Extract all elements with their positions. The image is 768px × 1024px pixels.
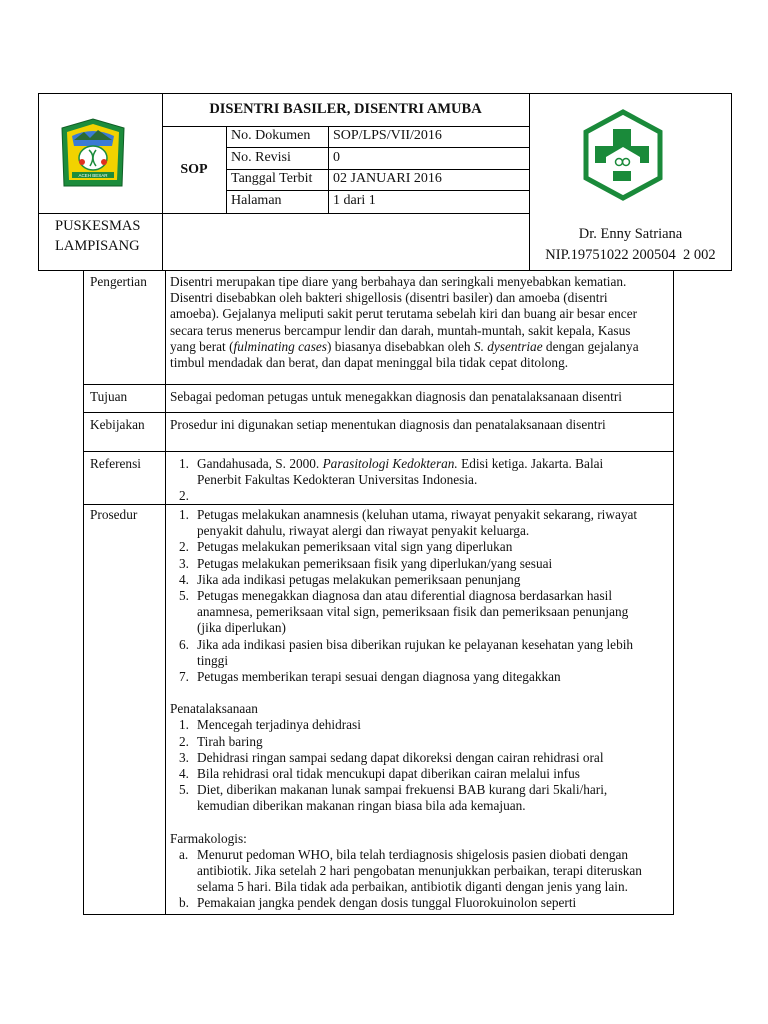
kebijakan-label: Kebijakan bbox=[90, 417, 145, 432]
puskesmas-cross-icon bbox=[580, 109, 666, 201]
tujuan-text: Sebagai pedoman petugas untuk menegakkan diagnosis dan penatalaksanaan disentri bbox=[170, 389, 622, 404]
page-value: 1 dari 1 bbox=[333, 193, 376, 208]
kebijakan-text: Prosedur ini digunakan setiap menentukan diagnosis dan penatalaksanaan disentri bbox=[170, 417, 606, 432]
list-item: 6. Jika ada indikasi pasien bisa diberikan rujukan ke pelayanan kesehatan yang lebih tinggi bbox=[179, 636, 634, 668]
pengertian-label: Pengertian bbox=[90, 274, 147, 289]
list-item: 5. Petugas menegakkan diagnosa dan atau diferential diagnosa berdasarkan hasil anamnesa, pemeriksaan vital sign, pemeriksaan fisik dan pemeriksaan penunjang (jika diperlukan) bbox=[179, 588, 629, 636]
org-name-line1: PUSKESMAS bbox=[55, 218, 141, 234]
list-item: 5. Diet, diberikan makanan lunak sampai frekuensi BAB kurang dari 5kali/hari, kemudian diberikan makanan ringan biasa bila ada kemajuan. bbox=[179, 782, 608, 814]
list-item: 1. Petugas melakukan anamnesis (keluhan utama, riwayat penyakit sekarang, riwayat penyakit dahulu, riwayat alergi dan riwayat penyakit keluarga. bbox=[179, 507, 638, 539]
list-item: a. Menurut pedoman WHO, bila telah terdiagnosis shigelosis pasien diobati dengan antibiotik. Jika setelah 2 hari pengobatan menunjukkan perbaikan, terapi diteruskan selama 5 hari. Bila tidak ada perbaikan, antibiotik diganti dengan jenis yang lain. bbox=[179, 846, 642, 895]
svg-text:ACEH BESAR: ACEH BESAR bbox=[78, 173, 108, 178]
header-divider-right bbox=[529, 93, 530, 271]
list-item: 4. Jika ada indikasi petugas melakukan pemeriksaan penunjang bbox=[179, 571, 521, 587]
prosedur-steps bbox=[170, 507, 668, 685]
revision-label: No. Revisi bbox=[231, 150, 291, 165]
doc-number-value: SOP/LPS/VII/2016 bbox=[333, 128, 442, 143]
page-label: Halaman bbox=[231, 193, 282, 208]
org-name-line2: LAMPISANG bbox=[55, 238, 140, 254]
tujuan-label: Tujuan bbox=[90, 389, 128, 404]
penatalaksanaan-title: Penatalaksanaan bbox=[170, 701, 258, 717]
list-item: 1. Gandahusada, S. 2000. Parasitologi Kedokteran. Edisi ketiga. Jakarta. Balai Penerbit Fakultas Kedokteran Universitas Indonesia. bbox=[179, 456, 604, 488]
list-item: 2. Tirah baring bbox=[179, 733, 263, 749]
referensi-list bbox=[170, 456, 670, 505]
header-bottom-rule bbox=[38, 213, 529, 214]
list-item: 1. Mencegah terjadinya dehidrasi bbox=[179, 717, 361, 733]
header-title-rule bbox=[162, 126, 529, 127]
document-title: DISENTRI BASILER, DISENTRI AMUBA bbox=[209, 101, 482, 117]
list-item: 3. Dehidrasi ringan sampai sedang dapat dikoreksi dengan cairan rehidrasi oral bbox=[179, 749, 604, 765]
list-item: 2. bbox=[179, 488, 189, 504]
header-row-rule bbox=[226, 190, 529, 191]
issue-date-label: Tanggal Terbit bbox=[231, 171, 313, 186]
issue-date-value: 02 JANUARI 2016 bbox=[333, 171, 442, 186]
list-item: 4. Bila rehidrasi oral tidak mencukupi dapat diberikan cairan melalui infus bbox=[179, 766, 580, 782]
farmakologis-list bbox=[170, 847, 668, 912]
doc-number-label: No. Dokumen bbox=[231, 128, 311, 143]
sop-label: SOP bbox=[180, 162, 208, 177]
header-row-rule bbox=[226, 147, 529, 148]
farmakologis-title: Farmakologis: bbox=[170, 830, 247, 846]
header-divider-left bbox=[162, 93, 163, 271]
signer-nip: NIP.19751022 200504 2 002 bbox=[545, 247, 716, 263]
referensi-label: Referensi bbox=[90, 456, 141, 471]
section-rule bbox=[83, 412, 674, 413]
list-item: 7. Petugas memberikan terapi sesuai dengan diagnosa yang ditegakkan bbox=[179, 669, 561, 685]
list-item: 2. Petugas melakukan pemeriksaan vital sign yang diperlukan bbox=[179, 539, 513, 555]
prosedur-label: Prosedur bbox=[90, 507, 138, 522]
pengertian-text: Disentri merupakan tipe diare yang berbahaya dan seringkali menyebabkan kematian. Disentri disebabkan oleh bakteri shigellosis (disentri basiler) dan amoeba (disentri amoeba). Gejalanya meliputi sakit perut terutama sebelah kiri dan buang air besar encer secara terus menerus bercampur lendir dan darah, muntah-muntah, sakit kepala, Kasus yang berat (fulminating cases) biasanya disebabkan oleh S. dysentriae dengan gejalanya timbul mendadak dan berat, dan dapat meninggal bila tidak cepat ditolong. bbox=[170, 274, 639, 371]
penatalaksanaan-list bbox=[170, 717, 668, 814]
list-item: 3. Petugas melakukan pemeriksaan fisik yang diperlukan/yang sesuai bbox=[179, 555, 553, 571]
aceh-besar-crest-icon bbox=[56, 116, 130, 192]
body-label-divider bbox=[165, 270, 166, 915]
header-row-rule bbox=[226, 169, 529, 170]
section-rule bbox=[83, 384, 674, 385]
list-item: b. Pemakaian jangka pendek dengan dosis tunggal Fluorokuinolon seperti bbox=[179, 895, 577, 911]
section-rule bbox=[83, 451, 674, 452]
prosedur-content bbox=[170, 507, 668, 912]
signer-name: Dr. Enny Satriana bbox=[578, 226, 683, 242]
revision-value: 0 bbox=[333, 150, 340, 165]
